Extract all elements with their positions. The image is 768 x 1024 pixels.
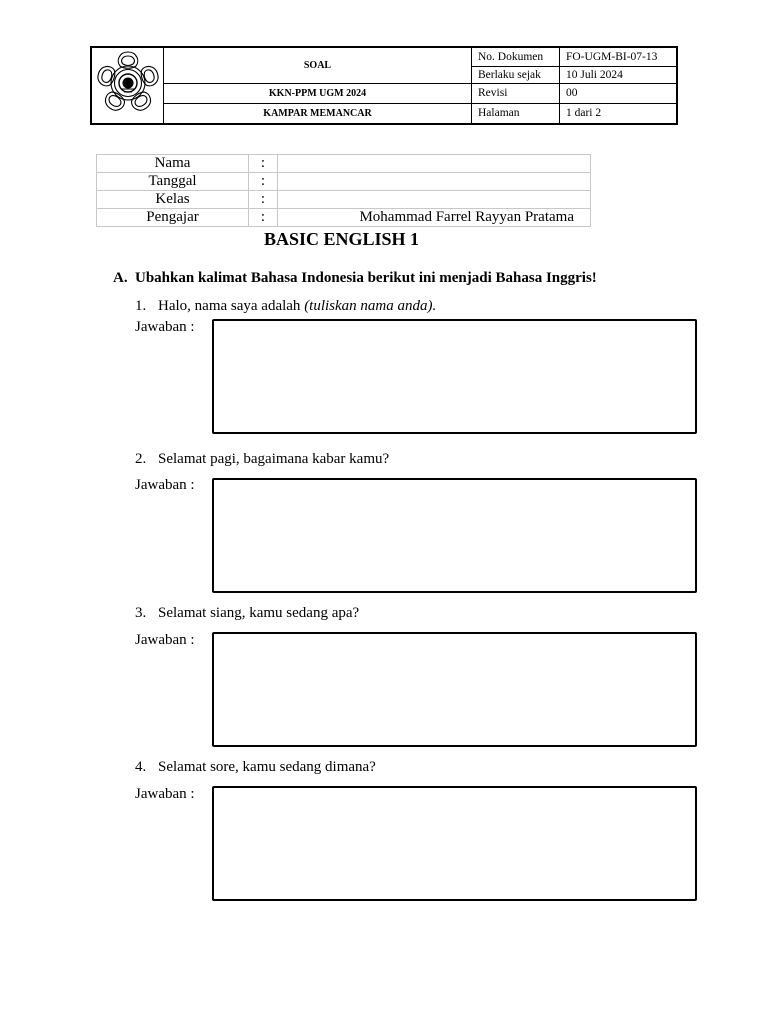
name-field[interactable]	[278, 155, 591, 173]
meta-value: 00	[560, 83, 678, 103]
document-title: BASIC ENGLISH 1	[264, 229, 420, 249]
question-item	[135, 298, 436, 315]
question-note: (tuliskan nama anda).	[304, 298, 437, 314]
question-text: Selamat sore, kamu sedang dimana?	[158, 759, 376, 775]
logo-cell	[91, 47, 164, 124]
header-title: SOAL	[164, 47, 472, 83]
section-instruction	[113, 270, 597, 287]
identity-colon: :	[249, 155, 278, 173]
question-number: 4.	[135, 759, 147, 775]
meta-value: 10 Juli 2024	[560, 67, 678, 84]
ugm-emblem-icon	[95, 48, 161, 118]
identity-label: Kelas	[97, 191, 249, 209]
meta-key: Berlaku sejak	[472, 67, 560, 84]
answer-label: Jawaban :	[135, 319, 195, 335]
meta-value: FO-UGM-BI-07-13	[560, 47, 678, 67]
identity-label: Tanggal	[97, 173, 249, 191]
header-location: KAMPAR MEMANCAR	[164, 103, 472, 124]
answer-box[interactable]	[212, 632, 697, 747]
answer-box[interactable]	[212, 319, 697, 434]
identity-table	[96, 154, 591, 227]
meta-key: Halaman	[472, 103, 560, 124]
identity-row	[97, 209, 591, 227]
answer-box[interactable]	[212, 786, 697, 901]
class-field[interactable]	[278, 191, 591, 209]
identity-colon: :	[249, 173, 278, 191]
question-number: 1.	[135, 298, 147, 314]
question-item	[135, 451, 389, 468]
meta-value: 1 dari 2	[560, 103, 678, 124]
date-field[interactable]	[278, 173, 591, 191]
section-letter: A.	[113, 270, 128, 286]
identity-colon: :	[249, 191, 278, 209]
meta-key: Revisi	[472, 83, 560, 103]
identity-row	[97, 173, 591, 191]
answer-box[interactable]	[212, 478, 697, 593]
question-text: Selamat pagi, bagaimana kabar kamu?	[158, 451, 390, 467]
identity-row	[97, 155, 591, 173]
meta-key: No. Dokumen	[472, 47, 560, 67]
identity-colon: :	[249, 209, 278, 227]
teacher-field: Mohammad Farrel Rayyan Pratama	[278, 209, 591, 227]
question-number: 3.	[135, 605, 147, 621]
question-item	[135, 605, 359, 622]
question-text: Selamat siang, kamu sedang apa?	[158, 605, 360, 621]
answer-label: Jawaban :	[135, 477, 195, 493]
identity-label: Nama	[97, 155, 249, 173]
answer-label: Jawaban :	[135, 632, 195, 648]
section-text: Ubahkan kalimat Bahasa Indonesia berikut ini menjadi Bahasa Inggris!	[135, 270, 597, 286]
document-header-table	[90, 46, 678, 125]
header-program: KKN-PPM UGM 2024	[164, 83, 472, 103]
answer-label: Jawaban :	[135, 786, 195, 802]
identity-row	[97, 191, 591, 209]
question-item	[135, 759, 376, 776]
question-text: Halo, nama saya adalah	[158, 298, 305, 314]
question-number: 2.	[135, 451, 147, 467]
identity-label: Pengajar	[97, 209, 249, 227]
